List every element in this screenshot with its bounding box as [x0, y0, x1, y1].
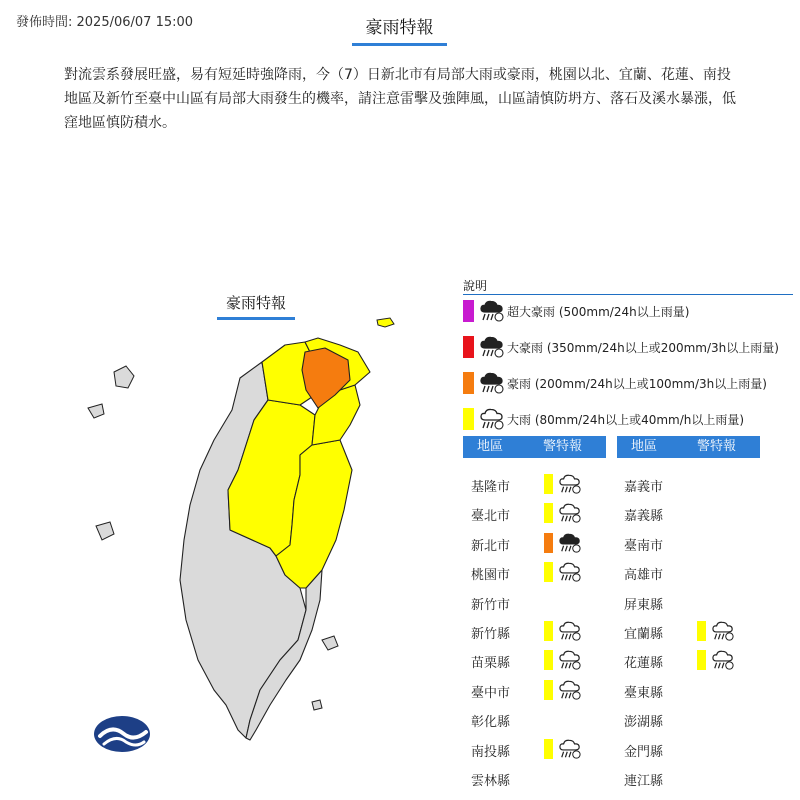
region-name[interactable]: 宜蘭縣	[624, 627, 664, 642]
table-header-left	[463, 436, 606, 458]
warning-level-swatch	[697, 650, 706, 670]
rain-cloud-outline-icon	[711, 620, 735, 642]
header-region-label: 地區	[477, 439, 504, 454]
rain-cloud-outline-icon	[558, 738, 582, 760]
warning-level-swatch	[544, 533, 553, 553]
header-warning-label: 警特報	[543, 439, 583, 454]
island-greenisland-gray[interactable]	[312, 700, 322, 710]
warning-level-swatch	[544, 650, 553, 670]
region-name[interactable]: 花蓮縣	[624, 656, 664, 672]
legend-title: 說明	[463, 279, 488, 293]
region-name[interactable]: 苗栗縣	[471, 656, 511, 672]
warning-description: 對流雲系發展旺盛，易有短延時強降雨，今（7）日新北市有局部大雨或豪雨，桃園以北、宜蘭、花蓮、南投地區及新竹至臺中山區有局部大雨發生的機率，請注意雷擊及強陣風，山區請慎防坍方、落石及溪水暴漲，低窪地區慎防積水。	[64, 67, 736, 131]
cwa-logo-icon	[94, 716, 150, 752]
region-name[interactable]: 嘉義縣	[624, 509, 664, 525]
warning-level-swatch	[544, 680, 553, 700]
rain-cloud-outline-icon	[558, 649, 582, 671]
island-matsu-yellow[interactable]	[377, 318, 394, 327]
region-name[interactable]: 南投縣	[471, 744, 511, 760]
warning-level-swatch	[544, 474, 553, 494]
region-name[interactable]: 新竹市	[471, 597, 511, 613]
header-region-label: 地區	[631, 439, 658, 454]
region-name[interactable]: 屏東縣	[624, 597, 664, 613]
rain-cloud-outline-icon	[711, 649, 735, 671]
rain-cloud-outline-icon	[558, 561, 582, 583]
region-name[interactable]: 臺北市	[471, 509, 511, 525]
legend-swatch	[463, 408, 474, 430]
legend-label: 超大豪雨 (500mm/24h以上雨量)	[507, 305, 690, 319]
heavy-rain-cloud-icon	[479, 335, 505, 359]
heavy-rain-cloud-icon	[558, 532, 582, 554]
region-name[interactable]: 澎湖縣	[624, 715, 664, 731]
legend-swatch	[463, 336, 474, 358]
warning-level-swatch	[544, 739, 553, 759]
legend-item-torrential	[463, 370, 800, 396]
region-name[interactable]: 金門縣	[624, 744, 664, 760]
island-kinmen-gray[interactable]	[88, 404, 104, 418]
rain-cloud-outline-icon	[558, 679, 582, 701]
page-title: 豪雨特報	[352, 13, 447, 46]
rain-cloud-outline-icon	[558, 502, 582, 524]
island-penghu-gray[interactable]	[114, 366, 134, 388]
region-name[interactable]: 雲林縣	[471, 774, 511, 789]
issued-time: 發佈時間: 2025/06/07 15:00	[16, 15, 194, 30]
rain-cloud-outline-icon	[558, 620, 582, 642]
region-name[interactable]: 高雄市	[624, 568, 664, 584]
island-lanyu-gray[interactable]	[322, 636, 338, 650]
warning-level-swatch	[544, 621, 553, 641]
rain-cloud-outline-icon	[479, 407, 505, 431]
header-warning-label: 警特報	[697, 439, 737, 454]
region-name[interactable]: 基隆市	[471, 480, 511, 495]
region-name[interactable]: 桃園市	[471, 568, 511, 584]
heavy-rain-cloud-icon	[479, 299, 505, 323]
region-name[interactable]: 新竹縣	[471, 627, 511, 642]
legend-swatch	[463, 372, 474, 394]
legend-label: 大雨 (80mm/24h以上或40mm/h以上雨量)	[507, 413, 745, 427]
rain-cloud-outline-icon	[558, 473, 582, 495]
region-name[interactable]: 臺南市	[624, 538, 664, 554]
legend-divider	[463, 294, 793, 295]
legend-item-extreme-torrential	[463, 298, 800, 324]
region-name[interactable]: 彰化縣	[471, 715, 511, 731]
warning-level-swatch	[544, 503, 553, 523]
island-penghu-gray-2[interactable]	[96, 522, 114, 540]
legend-item-heavy	[463, 406, 800, 432]
heavy-rain-cloud-icon	[479, 371, 505, 395]
legend-swatch	[463, 300, 474, 322]
map-title: 豪雨特報	[217, 292, 295, 320]
region-name[interactable]: 嘉義市	[624, 480, 664, 495]
region-name[interactable]: 連江縣	[624, 774, 664, 789]
legend-item-torrential-severe	[463, 334, 800, 360]
region-name[interactable]: 新北市	[471, 538, 511, 554]
region-name[interactable]: 臺東縣	[624, 685, 664, 701]
legend-label: 大豪雨 (350mm/24h以上或200mm/3h以上雨量)	[507, 341, 779, 355]
warning-level-swatch	[544, 562, 553, 582]
region-name[interactable]: 臺中市	[471, 685, 511, 701]
legend-label: 豪雨 (200mm/24h以上或100mm/3h以上雨量)	[507, 377, 767, 391]
table-header-right	[617, 436, 760, 458]
warning-level-swatch	[697, 621, 706, 641]
